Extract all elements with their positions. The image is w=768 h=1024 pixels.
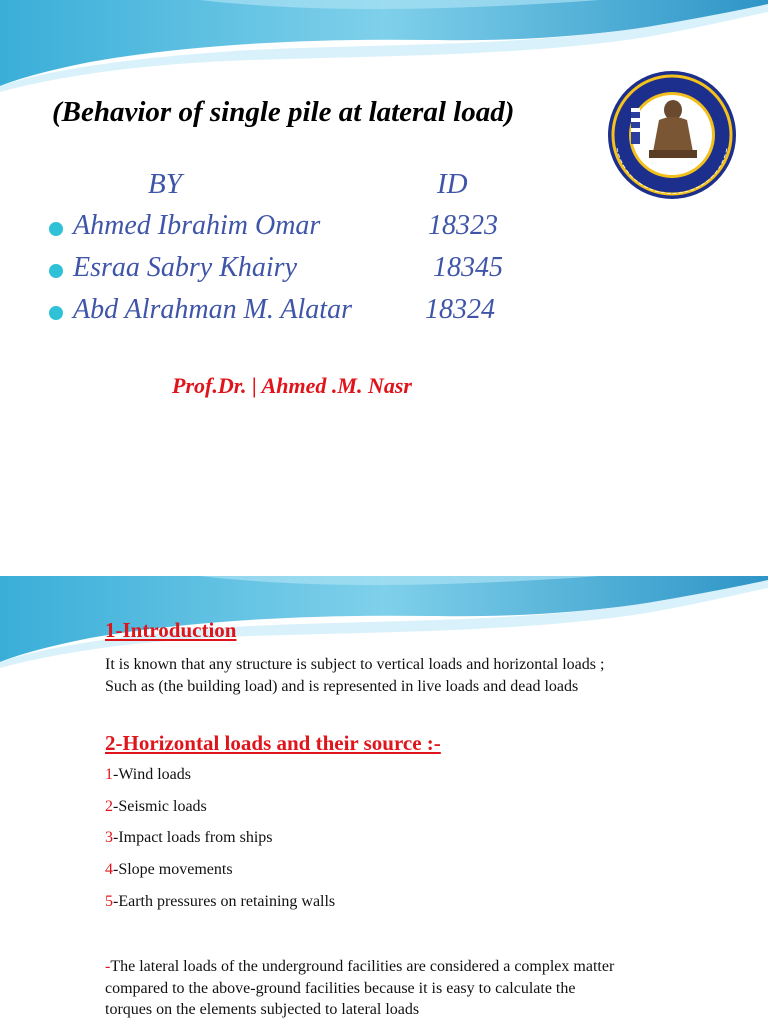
presentation-title: (Behavior of single pile at lateral load) xyxy=(52,96,515,128)
horizontal-loads-heading: 2-Horizontal loads and their source :- xyxy=(105,731,441,755)
lateral-loads-body: The lateral loads of the underground facilities are considered a complex matter compared to the above-ground facilities because it is easy to calculate the torques on the elements subjected to lateral loads xyxy=(105,958,615,1018)
list-number: 1 xyxy=(105,766,113,783)
list-number: 2 xyxy=(105,798,113,815)
list-item xyxy=(105,893,335,911)
author-item xyxy=(48,210,608,246)
supervisor-name: Prof.Dr. | Ahmed .M. Nasr xyxy=(172,373,412,398)
introduction-heading: 1-Introduction xyxy=(105,618,237,642)
list-text: -Impact loads from ships xyxy=(113,829,273,846)
slide-gap xyxy=(0,560,768,576)
dash-marker: - xyxy=(105,958,111,975)
author-name: Ahmed Ibrahim Omar xyxy=(73,210,321,241)
author-name: Esraa Sabry Khairy xyxy=(73,252,297,283)
author-id: 18324 xyxy=(425,294,495,325)
list-item xyxy=(105,861,233,879)
author-id: 18345 xyxy=(433,252,503,283)
list-number: 3 xyxy=(105,829,113,846)
list-text: -Slope movements xyxy=(113,861,233,878)
list-item xyxy=(105,766,191,784)
introduction-text: It is known that any structure is subject to vertical loads and horizontal loads ; Such as (the building load) and is represented in live loads and dead loads xyxy=(105,656,605,695)
list-text: -Earth pressures on retaining walls xyxy=(113,893,336,910)
bullet-icon xyxy=(49,306,63,320)
list-item xyxy=(105,798,207,816)
institute-seal-icon xyxy=(603,68,741,203)
list-text: -Wind loads xyxy=(113,766,192,783)
author-name: Abd Alrahman M. Alatar xyxy=(73,294,352,325)
by-label: BY xyxy=(148,168,182,200)
list-text: -Seismic loads xyxy=(113,798,207,815)
author-id: 18323 xyxy=(428,210,498,241)
author-item xyxy=(48,252,608,288)
list-item xyxy=(105,829,273,847)
bullet-icon xyxy=(49,264,63,278)
list-number: 5 xyxy=(105,893,113,910)
lateral-loads-text xyxy=(105,956,625,1021)
id-label: ID xyxy=(437,168,468,200)
author-item xyxy=(48,294,608,330)
list-number: 4 xyxy=(105,861,113,878)
bullet-icon xyxy=(49,222,63,236)
